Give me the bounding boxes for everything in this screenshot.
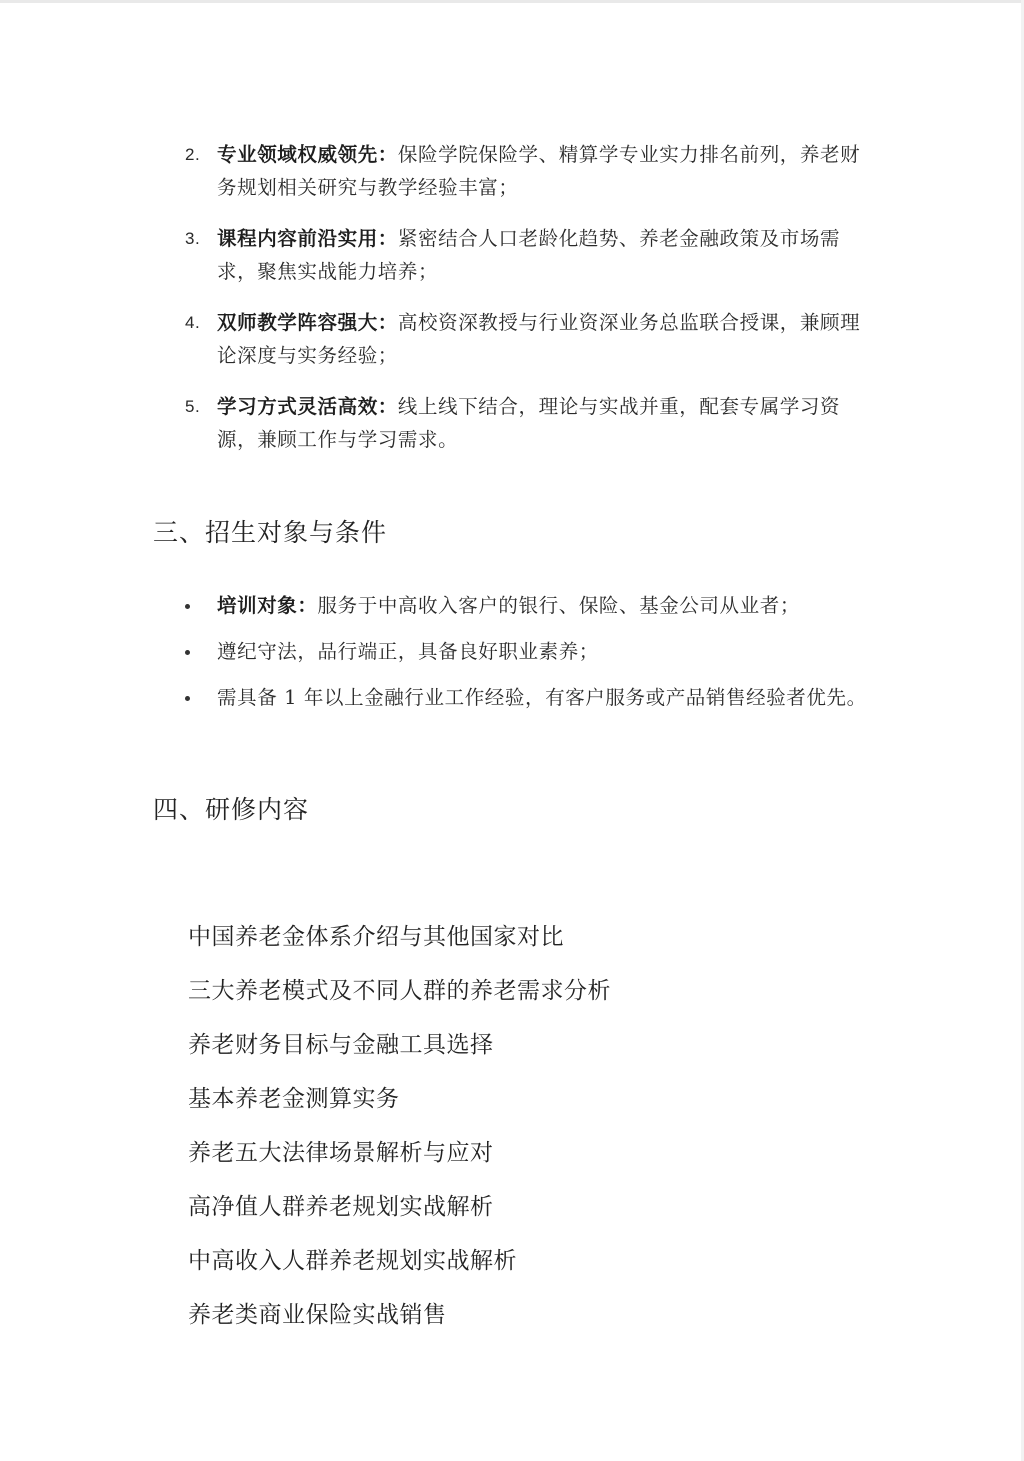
item-text: 遵纪守法，品行端正，具备良好职业素养；	[217, 640, 599, 663]
list-item	[185, 636, 885, 668]
course-item: 中高收入人群养老规划实战解析	[188, 1248, 517, 1274]
item-lead: 学习方式灵活高效：	[217, 395, 398, 418]
course-item: 基本养老金测算实务	[188, 1086, 400, 1112]
item-lead: 课程内容前沿实用：	[217, 227, 398, 250]
advantage-item	[185, 138, 875, 204]
enrollment-list	[185, 590, 885, 728]
bullet-icon	[185, 650, 190, 655]
course-item: 三大养老模式及不同人群的养老需求分析	[188, 978, 611, 1004]
list-item	[185, 682, 885, 714]
item-text: 服务于中高收入客户的银行、保险、基金公司从业者；	[317, 594, 800, 617]
advantage-item	[185, 222, 875, 288]
item-number: 3.	[185, 229, 201, 248]
course-item: 养老类商业保险实战销售	[188, 1302, 447, 1328]
course-item: 中国养老金体系介绍与其他国家对比	[188, 924, 564, 950]
bullet-icon	[185, 604, 190, 609]
advantage-item	[185, 390, 875, 456]
scan-edge-top	[0, 0, 1024, 3]
item-text: 需具备 1 年以上金融行业工作经验，有客户服务或产品销售经验者优先。	[217, 686, 867, 709]
item-lead: 培训对象：	[217, 594, 318, 617]
advantage-item	[185, 306, 875, 372]
item-text: 紧密结合人口老龄化趋势、养老金融政策及市场需求，聚焦实战能力培养；	[217, 227, 841, 283]
list-item	[185, 590, 885, 622]
course-list	[188, 910, 788, 1342]
item-text: 保险学院保险学、精算学专业实力排名前列，养老财务规划相关研究与教学经验丰富；	[217, 143, 861, 199]
section-title-enrollment: 三、招生对象与条件	[153, 518, 388, 547]
item-text: 高校资深教授与行业资深业务总监联合授课，兼顾理论深度与实务经验；	[217, 311, 861, 367]
section-title-curriculum: 四、研修内容	[153, 795, 310, 824]
course-item: 高净值人群养老规划实战解析	[188, 1194, 494, 1220]
course-item: 养老五大法律场景解析与应对	[188, 1140, 494, 1166]
item-text: 线上线下结合，理论与实战并重，配套专属学习资源，兼顾工作与学习需求。	[217, 395, 841, 451]
item-number: 4.	[185, 313, 201, 332]
item-number: 5.	[185, 397, 201, 416]
course-item: 养老财务目标与金融工具选择	[188, 1032, 494, 1058]
bullet-icon	[185, 696, 190, 701]
advantages-list	[185, 138, 875, 474]
item-lead: 双师教学阵容强大：	[217, 311, 398, 334]
item-number: 2.	[185, 145, 201, 164]
item-lead: 专业领域权威领先：	[217, 143, 398, 166]
